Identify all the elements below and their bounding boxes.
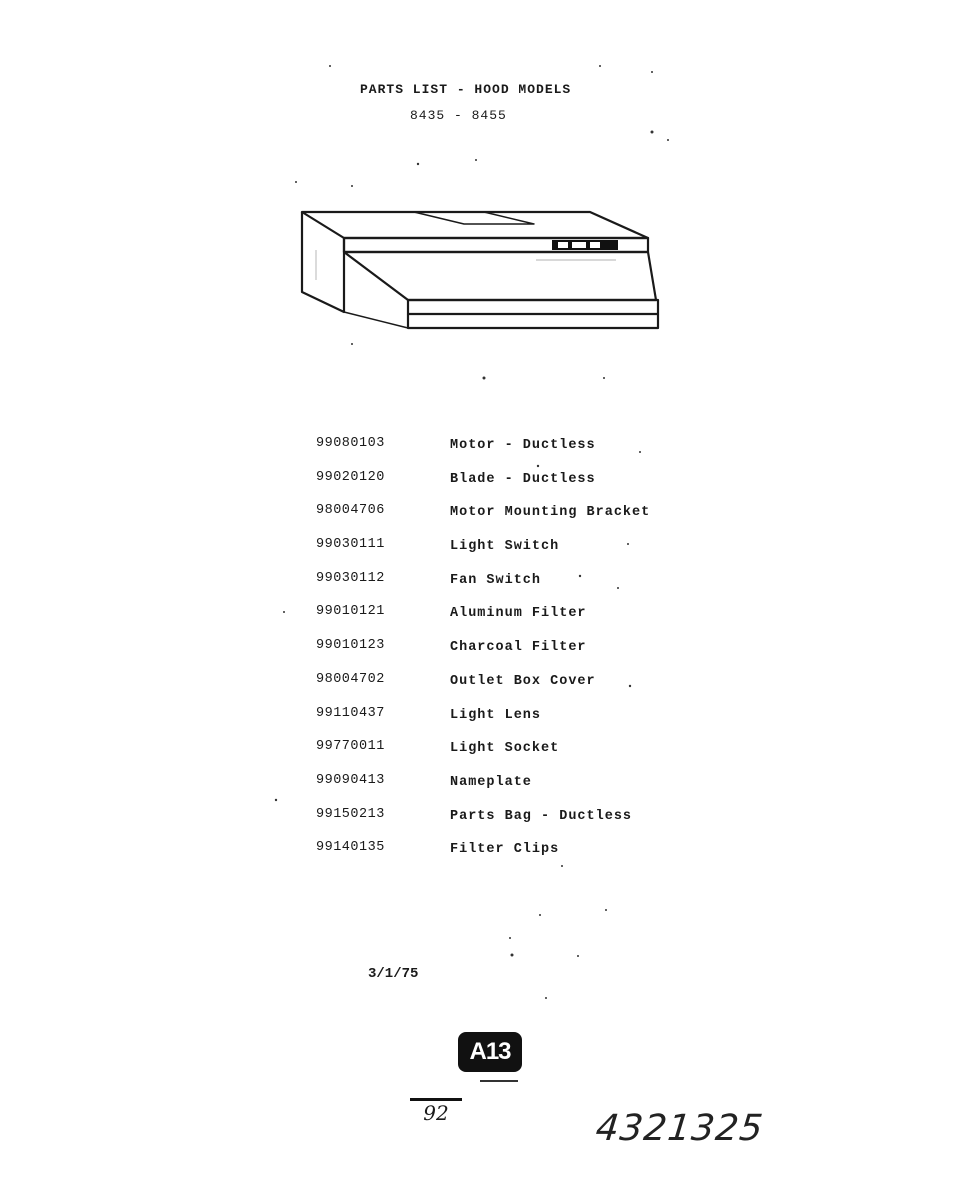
divider (480, 1080, 518, 1082)
range-hood-illustration (296, 200, 668, 340)
part-description: Fan Switch (450, 572, 542, 588)
part-number: 98004706 (316, 503, 385, 519)
part-description: Motor Mounting Bracket (450, 505, 651, 521)
part-description: Nameplate (450, 774, 532, 790)
part-number: 99140135 (316, 840, 385, 856)
part-description: Blade - Ductless (450, 471, 596, 487)
part-description: Light Lens (450, 707, 542, 723)
parts-list (300, 436, 680, 874)
part-number: 99090413 (316, 772, 385, 788)
part-row (300, 571, 680, 605)
part-description: Aluminum Filter (450, 606, 587, 622)
part-number: 99020120 (316, 469, 385, 485)
parts-list-title: PARTS LIST - HOOD MODELS (360, 82, 572, 97)
part-number: 99150213 (316, 806, 385, 822)
part-description: Parts Bag - Ductless (450, 808, 633, 824)
part-description: Light Socket (450, 741, 560, 757)
part-row (300, 840, 680, 874)
part-row (300, 773, 680, 807)
part-row (300, 503, 680, 537)
part-number: 99770011 (316, 739, 385, 755)
part-row (300, 672, 680, 706)
section-badge: A13 (458, 1032, 522, 1072)
part-number: 99110437 (316, 705, 385, 721)
part-row (300, 537, 680, 571)
part-number: 99010121 (316, 604, 385, 620)
part-number: 98004702 (316, 671, 385, 687)
part-description: Outlet Box Cover (450, 673, 596, 689)
part-description: Filter Clips (450, 842, 560, 858)
part-number: 99080103 (316, 436, 385, 451)
part-description: Charcoal Filter (450, 640, 587, 656)
part-row (300, 436, 680, 470)
part-number: 99030111 (316, 537, 385, 553)
part-row (300, 604, 680, 638)
part-row (300, 739, 680, 773)
handwritten-document-number: 4321325 (593, 1108, 766, 1149)
part-row (300, 807, 680, 841)
part-description: Light Switch (450, 539, 560, 555)
part-number: 99010123 (316, 638, 385, 654)
part-description: Motor - Ductless (450, 438, 596, 453)
part-row (300, 638, 680, 672)
part-row (300, 706, 680, 740)
part-row (300, 470, 680, 504)
part-number: 99030112 (316, 570, 385, 586)
model-numbers: 8435 - 8455 (410, 108, 507, 123)
page-number: 92 (410, 1098, 462, 1125)
revision-date: 3/1/75 (368, 966, 419, 982)
